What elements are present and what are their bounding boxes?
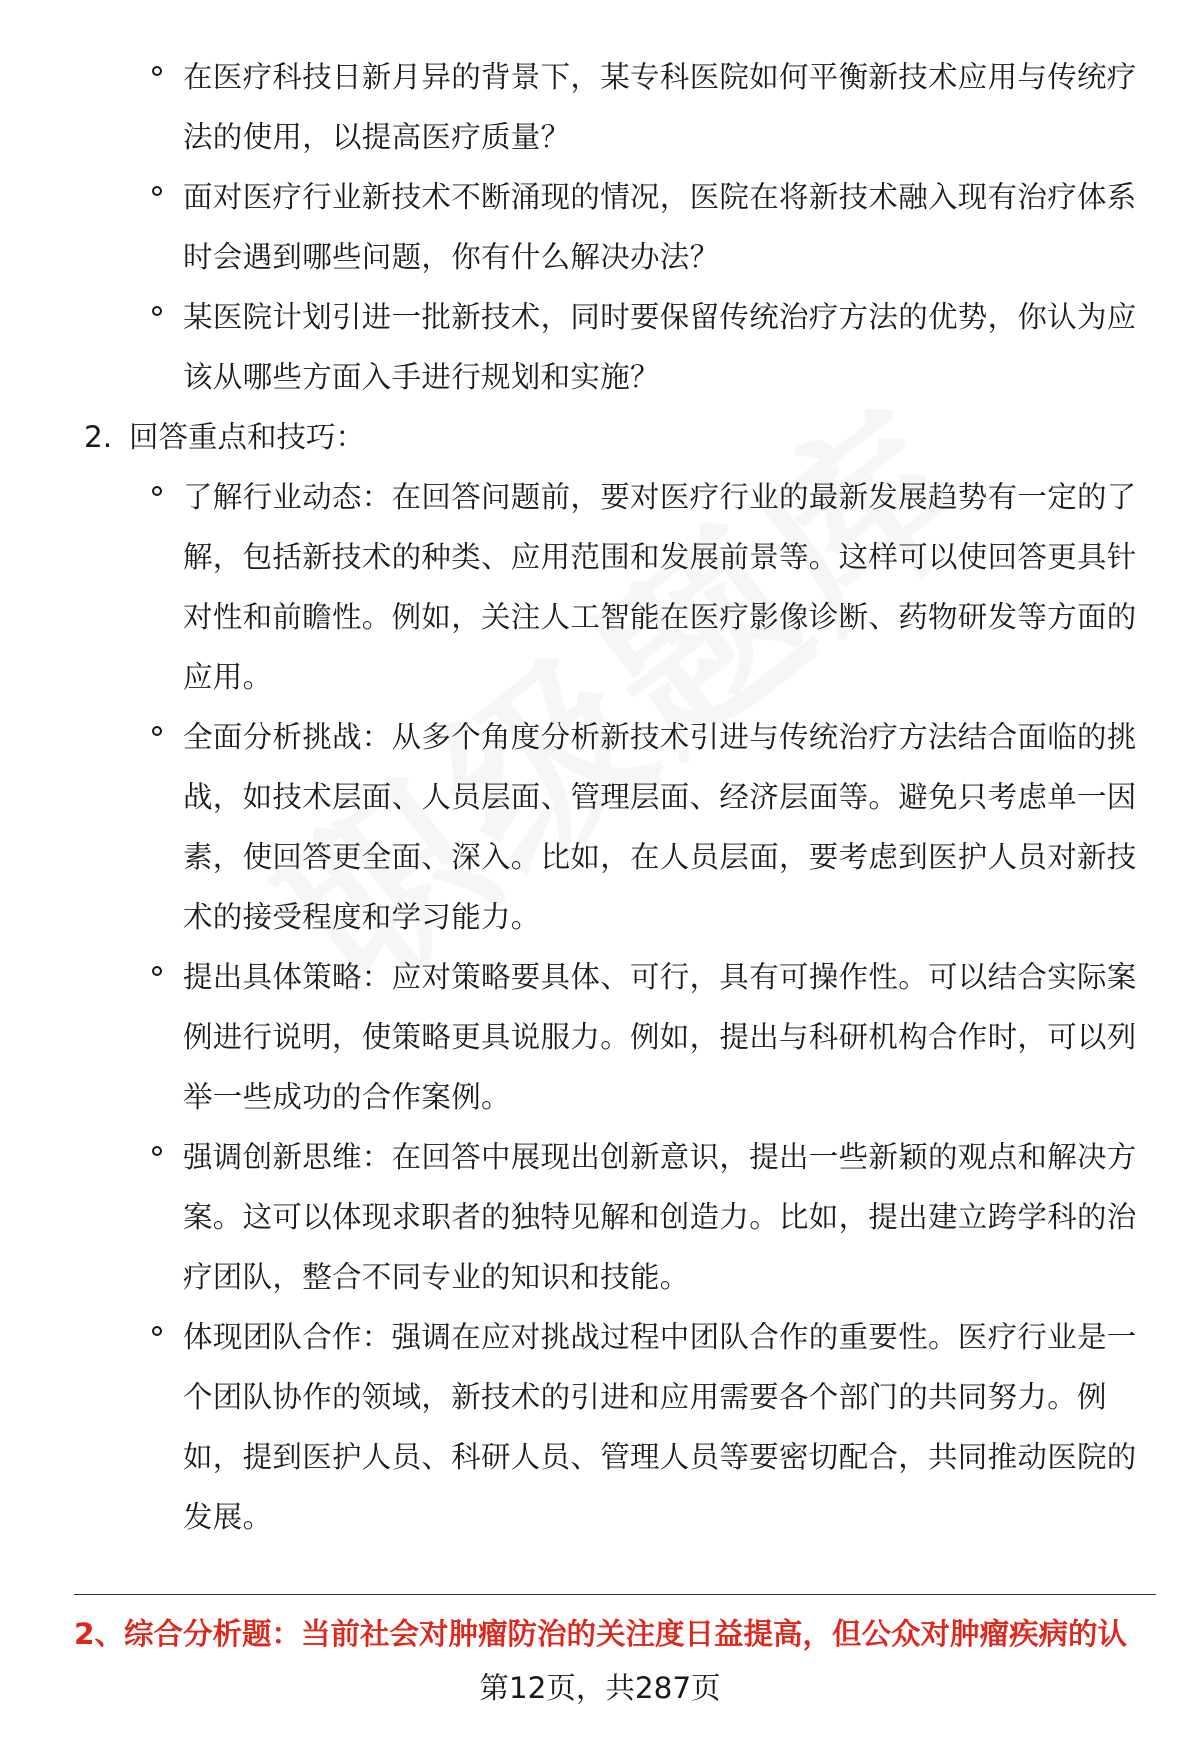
list-item-text: 了解行业动态：在回答问题前，要对医疗行业的最新发展趋势有一定的了解，包括新技术的种类、应用范围和发展前景等。这样可以使回答更具针对性和前瞻性。例如，关注人工智能在医疗影像诊断、药物研发等方面的应用。 <box>183 480 1137 694</box>
list-item <box>0 47 1200 167</box>
heading-text: 回答重点和技巧： <box>129 420 366 454</box>
section2-sub-list <box>0 467 1200 1547</box>
list-item-text: 提出具体策略：应对策略要具体、可行，具有可操作性。可以结合实际案例进行说明，使策略更具说服力。例如，提出与科研机构合作时，可以列举一些成功的合作案例。 <box>183 960 1137 1114</box>
hollow-circle-bullet-icon <box>152 966 162 976</box>
list-item-text: 全面分析挑战：从多个角度分析新技术引进与传统治疗方法结合面临的挑战，如技术层面、人员层面、管理层面、经济层面等。避免只考虑单一因素，使回答更全面、深入。比如，在人员层面，要考虑到医护人员对新技术的接受程度和学习能力。 <box>183 720 1137 934</box>
list-item <box>0 467 1200 707</box>
section1-sub-list <box>0 47 1200 407</box>
list-item <box>0 1307 1200 1547</box>
list-item-text: 在医疗科技日新月异的背景下，某专科医院如何平衡新技术应用与传统疗法的使用，以提高医疗质量？ <box>183 60 1137 154</box>
hollow-circle-bullet-icon <box>152 66 162 76</box>
hollow-circle-bullet-icon <box>152 1146 162 1156</box>
section-divider <box>74 1594 1156 1595</box>
heading-number: 2. <box>84 420 113 454</box>
list-item-text: 某医院计划引进一批新技术，同时要保留传统治疗方法的优势，你认为应该从哪些方面入手进行规划和实施？ <box>183 300 1137 394</box>
list-item <box>0 707 1200 947</box>
hollow-circle-bullet-icon <box>152 726 162 736</box>
hollow-circle-bullet-icon <box>152 486 162 496</box>
list-item <box>0 287 1200 407</box>
list-item-text: 强调创新思维：在回答中展现出创新意识，提出一些新颖的观点和解决方案。这可以体现求职者的独特见解和创造力。比如，提出建立跨学科的治疗团队，整合不同专业的知识和技能。 <box>183 1140 1137 1294</box>
hollow-circle-bullet-icon <box>152 186 162 196</box>
next-question-title: 2、综合分析题：当前社会对肿瘤防治的关注度日益提高，但公众对肿瘤疾病的认 <box>74 1617 1128 1651</box>
list-item-text: 体现团队合作：强调在应对挑战过程中团队合作的重要性。医疗行业是一个团队协作的领域，新技术的引进和应用需要各个部门的共同努力。例如，提到医护人员、科研人员、管理人员等要密切配合，共同推动医院的发展。 <box>183 1320 1137 1534</box>
list-item-text: 面对医疗行业新技术不断涌现的情况，医院在将新技术融入现有治疗体系时会遇到哪些问题，你有什么解决办法？ <box>183 180 1137 274</box>
hollow-circle-bullet-icon <box>152 306 162 316</box>
hollow-circle-bullet-icon <box>152 1326 162 1336</box>
page-number-footer: 第12页，共287页 <box>479 1671 721 1705</box>
list-item <box>0 1127 1200 1307</box>
numbered-heading <box>84 407 365 467</box>
list-item <box>0 947 1200 1127</box>
list-item <box>0 167 1200 287</box>
